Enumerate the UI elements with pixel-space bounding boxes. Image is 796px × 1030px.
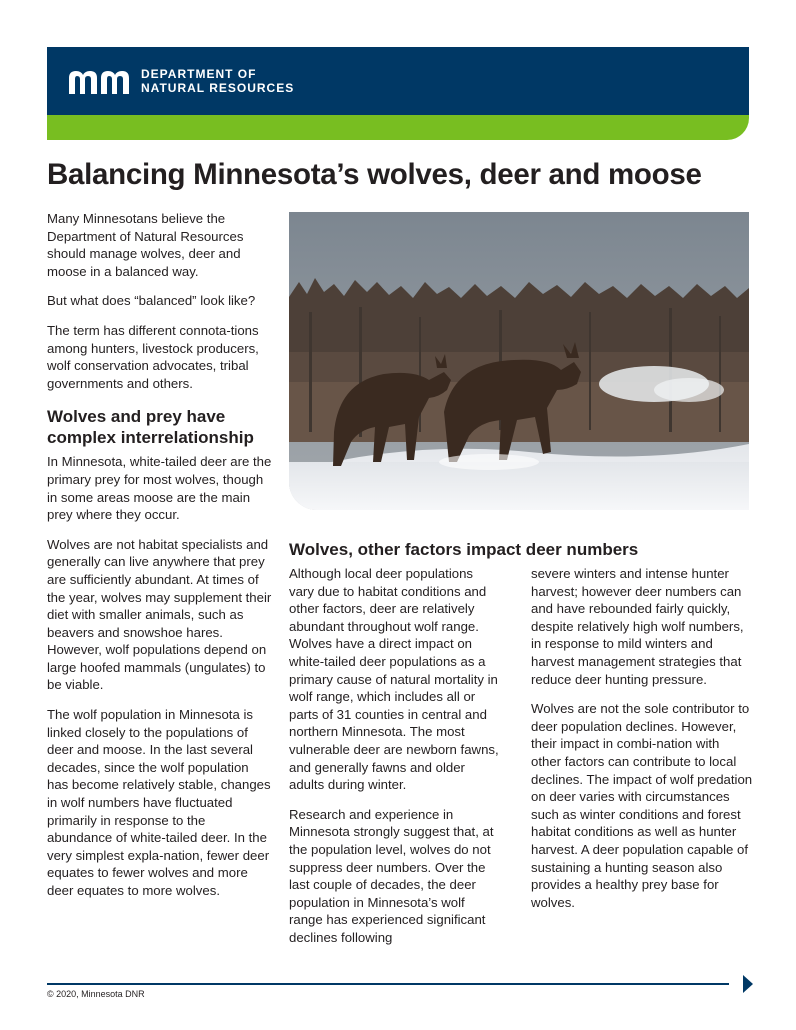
mn-logo-icon bbox=[67, 68, 131, 96]
section-heading-prey: Wolves and prey have complex interrelationship bbox=[47, 407, 254, 448]
body-paragraph: severe winters and intense hunter harvest; however deer numbers can and have rebounded fairly quickly, despite relatively high wolf numbers, in response to mild winters and harvest management strategies that reduce deer hunting pressure. bbox=[531, 566, 744, 687]
page-title: Balancing Minnesota’s wolves, deer and moose bbox=[47, 158, 702, 191]
footer-rule bbox=[47, 983, 729, 985]
department-line-1: DEPARTMENT OF bbox=[141, 67, 257, 81]
department-name bbox=[141, 67, 294, 95]
intro-paragraph: But what does “balanced” look like? bbox=[47, 293, 256, 309]
moose-photo-image bbox=[289, 212, 749, 510]
body-paragraph: Research and experience in Minnesota strongly suggest that, at the population level, wolves do not suppress deer numbers. Over the last couple of decades, the deer population in Minnesota’s wolf range has experienced significant declines following bbox=[289, 806, 494, 945]
section-heading-deer-numbers: Wolves, other factors impact deer numbers bbox=[289, 540, 639, 559]
intro-paragraph: The term has different connota-tions among hunters, livestock producers, wolf conservation advocates, tribal governments and others. bbox=[47, 322, 259, 391]
moose-photo bbox=[289, 212, 749, 510]
body-paragraph: Wolves are not the sole contributor to deer population declines. However, their impact in combi-nation with other factors can contribute to local declines. The impact of wolf predation on deer varies with circumstances such as winter conditions and forest habitat conditions as well as hunter harvest. A deer population capable of sustaining a hunting season also provides a healthy prey base for wolves. bbox=[531, 701, 753, 910]
middle-column bbox=[289, 565, 501, 958]
intro-paragraph: Many Minnesotans believe the Department of Natural Resources should manage wolves, deer and moose in a balanced way. bbox=[47, 211, 244, 279]
left-column bbox=[47, 210, 272, 912]
body-paragraph: In Minnesota, white-tailed deer are the primary prey for most wolves, though in some areas moose are the main prey where they occur. bbox=[47, 454, 272, 523]
dnr-header-band bbox=[47, 47, 749, 115]
department-line-2: NATURAL RESOURCES bbox=[141, 81, 295, 95]
footer-copyright: © 2020, Minnesota DNR bbox=[47, 989, 145, 999]
right-column bbox=[531, 565, 753, 923]
body-paragraph: Although local deer populations vary due to habitat conditions and other factors, deer are relatively abundant throughout wolf range. Wolves have a direct impact on white-tailed deer populations as a primary cause of natural mortality in wolf range, which includes all or parts of 31 counties in central and northern Minnesota. The most vulnerable deer are newborn fawns, and generally fawns and older adults during winter. bbox=[289, 566, 499, 793]
next-page-arrow-icon[interactable] bbox=[743, 975, 753, 993]
green-accent-bar bbox=[47, 115, 749, 140]
body-paragraph: Wolves are not habitat specialists and generally can live anywhere that prey are sufficiently abundant. At times of the year, wolves may supplement their diet with smaller animals, such as beavers and snowshoe hares. However, wolf populations depend on large hoofed mammals (ungulates) to be viable. bbox=[47, 536, 272, 693]
body-paragraph: The wolf population in Minnesota is linked closely to the populations of deer and moose. In the last several decades, since the wolf population has become relatively stable, changes in wolf numbers have fluctuated primarily in response to the abundance of white-tailed deer. In the very simplest expla-nation, fewer deer equates to fewer wolves and more deer equates to more wolves. bbox=[47, 707, 271, 898]
